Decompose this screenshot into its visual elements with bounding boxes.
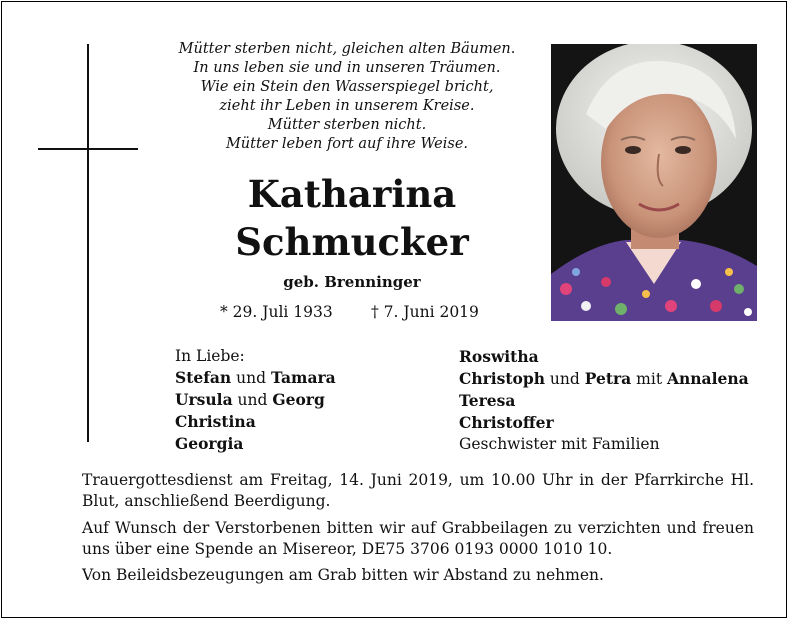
poem-line: Mütter sterben nicht. bbox=[267, 117, 427, 133]
mourner-line: Ursula und Georg bbox=[175, 390, 325, 409]
mourner-line: Roswitha bbox=[459, 347, 539, 366]
obituary-notice bbox=[1, 1, 787, 618]
mourners-right bbox=[459, 346, 749, 455]
poem-line: zieht ihr Leben in unserem Kreise. bbox=[219, 98, 475, 114]
poem-line: Mütter leben fort auf ihre Weise. bbox=[225, 136, 469, 152]
mourner-line: Christoph und Petra mit Annalena bbox=[459, 369, 749, 388]
funeral-service-notice: Trauergottesdienst am Freitag, 14. Juni 2019, um 10.00 Uhr in der Pfarrkirche Hl. Blut, anschließend Beerdigung. bbox=[82, 471, 754, 510]
portrait-image bbox=[551, 44, 757, 321]
cross-icon-bar bbox=[38, 148, 138, 150]
mourner-line: Stefan und Tamara bbox=[175, 368, 336, 387]
birth-date: * 29. Juli 1933 bbox=[220, 303, 333, 321]
mourner-line: Christoffer bbox=[459, 413, 554, 432]
last-name: Schmucker bbox=[235, 220, 469, 264]
donation-notice: Auf Wunsch der Verstorbenen bitten wir auf Grabbeilagen zu verzichten und freuen uns über eine Spende an Misereor, DE75 3706 0193 0000 1010 10. bbox=[82, 519, 754, 558]
condolence-notice: Von Beileidsbezeugungen am Grab bitten wir Abstand zu nehmen. bbox=[82, 566, 604, 584]
birth-name: geb. Brenninger bbox=[283, 273, 421, 291]
first-name: Katharina bbox=[247, 172, 457, 216]
poem-line: Wie ein Stein den Wasserspiegel bricht, bbox=[200, 79, 494, 95]
poem bbox=[167, 40, 527, 154]
cross-icon bbox=[87, 44, 89, 442]
mourner-line: Teresa bbox=[459, 391, 516, 410]
mourner-line: In Liebe: bbox=[175, 347, 245, 365]
poem-line: In uns leben sie und in unseren Träumen. bbox=[193, 60, 501, 76]
mourners-left bbox=[175, 346, 336, 455]
deceased-name bbox=[202, 170, 502, 266]
portrait-photo bbox=[551, 44, 757, 321]
death-date: † 7. Juni 2019 bbox=[371, 303, 479, 321]
mourner-line: Christina bbox=[175, 412, 256, 431]
mourner-line: Geschwister mit Familien bbox=[459, 435, 660, 453]
mourner-line: Georgia bbox=[175, 434, 244, 453]
poem-line: Mütter sterben nicht, gleichen alten Bäumen. bbox=[178, 41, 516, 57]
